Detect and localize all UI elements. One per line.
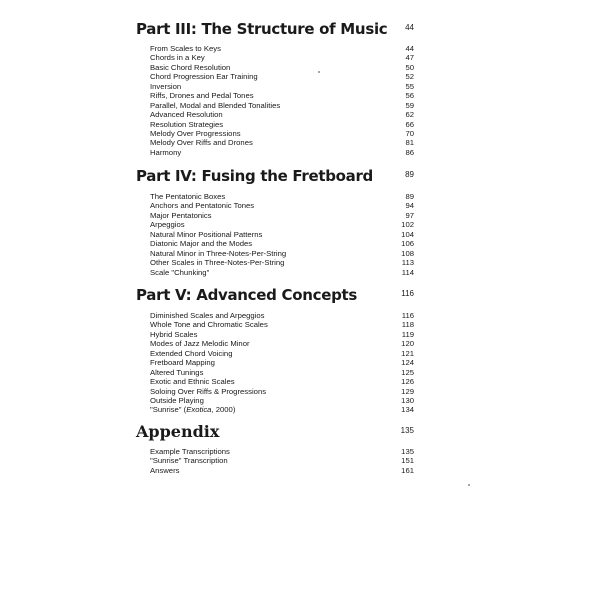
- part-heading: [136, 19, 414, 39]
- entry-page-number: 161: [401, 465, 414, 475]
- toc-entry: [136, 405, 414, 414]
- entry-label: Melody Over Progressions: [150, 128, 241, 138]
- entry-page-number: 47: [405, 53, 414, 63]
- entry-page-number: 129: [401, 386, 414, 396]
- entry-page-number: 114: [401, 267, 414, 277]
- toc-entry: [136, 230, 414, 239]
- entry-page-number: 120: [401, 339, 414, 349]
- toc-entry: [136, 447, 414, 456]
- entry-page-number: 70: [405, 128, 414, 138]
- toc-entry: [136, 82, 414, 91]
- toc-entry: [136, 138, 414, 147]
- entry-label: Parallel, Modal and Blended Tonalities: [150, 100, 281, 110]
- toc-entry: [136, 349, 414, 358]
- part-three-section: [136, 19, 414, 157]
- toc-entry: [136, 110, 414, 119]
- entry-label-suffix: , 2000): [211, 405, 236, 415]
- entry-label: Outside Playing: [150, 395, 204, 405]
- entry-label: Scale "Chunking": [150, 267, 210, 277]
- toc-entry: [136, 311, 414, 320]
- part-heading: [136, 285, 414, 305]
- part-page-number: 135: [400, 426, 414, 435]
- entry-label: Major Pentatonics: [150, 210, 212, 220]
- toc-entry: [136, 63, 414, 72]
- entry-label: Arpeggios: [150, 220, 185, 230]
- entry-page-number: 126: [401, 377, 414, 387]
- entry-label: Soloing Over Riffs & Progressions: [150, 386, 267, 396]
- entry-page-number: 108: [401, 248, 414, 258]
- entry-label: Riffs, Drones and Pedal Tones: [150, 91, 254, 101]
- part-title: Part V: Advanced Concepts: [136, 286, 358, 304]
- entry-label: Harmony: [150, 147, 182, 157]
- toc-entry: [136, 148, 414, 157]
- toc-entry: [136, 53, 414, 62]
- entry-page-number: 116: [401, 311, 414, 320]
- entry-page-number: 59: [405, 100, 414, 110]
- entry-label: Chords in a Key: [150, 53, 205, 63]
- entry-label: Diatonic Major and the Modes: [150, 239, 253, 249]
- part-page-number: 89: [405, 170, 414, 179]
- toc-entry: [136, 249, 414, 258]
- entry-page-number: 55: [405, 81, 414, 91]
- entry-label: The Pentatonic Boxes: [150, 192, 226, 201]
- entry-label: Fretboard Mapping: [150, 358, 215, 368]
- entry-label: "Sunrise" (: [150, 405, 187, 415]
- entry-page-number: 151: [401, 456, 414, 466]
- entry-label: Other Scales in Three-Notes-Per-String: [150, 258, 285, 268]
- toc-entry: [136, 192, 414, 201]
- entry-label: Answers: [150, 465, 180, 475]
- entry-page-number: 135: [401, 447, 414, 456]
- entry-page-number: 118: [401, 320, 414, 330]
- entry-label: Diminished Scales and Arpeggios: [150, 311, 265, 320]
- entry-label: Extended Chord Voicing: [150, 348, 233, 358]
- entry-page-number: 66: [405, 119, 414, 129]
- part-page-number: 116: [401, 289, 414, 298]
- toc-entry: [136, 377, 414, 386]
- entry-label: Melody Over Riffs and Drones: [150, 138, 253, 148]
- entry-label: Resolution Strategies: [150, 119, 224, 129]
- entry-page-number: 62: [405, 110, 414, 120]
- toc-entry: [136, 268, 414, 277]
- entry-label: Chord Progression Ear Training: [150, 72, 258, 82]
- entry-page-number: 106: [401, 239, 414, 249]
- part-four-section: [136, 166, 414, 277]
- entry-page-number: 86: [405, 147, 414, 157]
- appendix-section: [136, 422, 414, 475]
- entry-label: "Sunrise" Transcription: [150, 456, 228, 466]
- entry-page-number: 102: [401, 220, 414, 230]
- entry-page-number: 97: [405, 210, 414, 220]
- entry-list: [136, 311, 414, 415]
- toc-entry: [136, 44, 414, 53]
- paper-speck: [468, 484, 470, 486]
- toc-entry: [136, 330, 414, 339]
- entry-page-number: 52: [405, 72, 414, 82]
- part-five-section: [136, 285, 414, 415]
- paper-speck: [318, 71, 320, 73]
- entry-label: Advanced Resolution: [150, 110, 223, 120]
- entry-page-number: 81: [405, 138, 414, 148]
- part-title: Part III: The Structure of Music: [136, 20, 388, 38]
- entry-label: Basic Chord Resolution: [150, 62, 231, 72]
- toc-entry: [136, 358, 414, 367]
- part-title: Part IV: Fusing the Fretboard: [136, 167, 373, 185]
- toc-entry: [136, 396, 414, 405]
- toc-entry: [136, 456, 414, 465]
- toc-entry: [136, 201, 414, 210]
- toc-entry: [136, 258, 414, 267]
- toc-entry: [136, 387, 414, 396]
- toc-entry: [136, 239, 414, 248]
- toc-entry: [136, 220, 414, 229]
- entry-list: [136, 192, 414, 277]
- entry-label: Modes of Jazz Melodic Minor: [150, 339, 250, 349]
- entry-page-number: 56: [405, 91, 414, 101]
- entry-label: Example Transcriptions: [150, 447, 230, 456]
- toc-entry: [136, 72, 414, 81]
- toc-entry: [136, 320, 414, 329]
- entry-page-number: 94: [405, 201, 414, 211]
- entry-page-number: 125: [401, 367, 414, 377]
- entry-label: Anchors and Pentatonic Tones: [150, 201, 255, 211]
- entry-label: Hybrid Scales: [150, 329, 198, 339]
- entry-page-number: 130: [401, 395, 414, 405]
- entry-page-number: 121: [401, 348, 414, 358]
- part-heading: [136, 166, 414, 186]
- part-title: Appendix: [136, 422, 220, 441]
- toc-entry: [136, 120, 414, 129]
- toc-entry: [136, 368, 414, 377]
- entry-label: Whole Tone and Chromatic Scales: [150, 320, 268, 330]
- entry-page-number: 50: [405, 62, 414, 72]
- entry-label: Altered Tunings: [150, 367, 204, 377]
- entry-page-number: 134: [401, 405, 414, 415]
- entry-label: Inversion: [150, 81, 182, 91]
- toc-entry: [136, 129, 414, 138]
- entry-page-number: 44: [405, 44, 414, 53]
- entry-label: Natural Minor Positional Patterns: [150, 229, 263, 239]
- entry-label: From Scales to Keys: [150, 44, 221, 53]
- entry-page-number: 119: [401, 329, 414, 339]
- entry-page-number: 124: [401, 358, 414, 368]
- entry-label: Exotic and Ethnic Scales: [150, 377, 235, 387]
- part-page-number: 44: [405, 23, 414, 32]
- toc-entry: [136, 211, 414, 220]
- entry-label-italic: Exotica: [186, 405, 212, 415]
- entry-page-number: 89: [405, 192, 414, 201]
- toc-entry: [136, 339, 414, 348]
- toc-entry: [136, 91, 414, 100]
- entry-list: [136, 447, 414, 475]
- part-heading: [136, 422, 414, 442]
- entry-label: Natural Minor in Three-Notes-Per-String: [150, 248, 287, 258]
- entry-page-number: 113: [401, 258, 414, 268]
- toc-entry: [136, 101, 414, 110]
- entry-list: [136, 44, 414, 157]
- toc-entry: [136, 466, 414, 475]
- entry-page-number: 104: [401, 229, 414, 239]
